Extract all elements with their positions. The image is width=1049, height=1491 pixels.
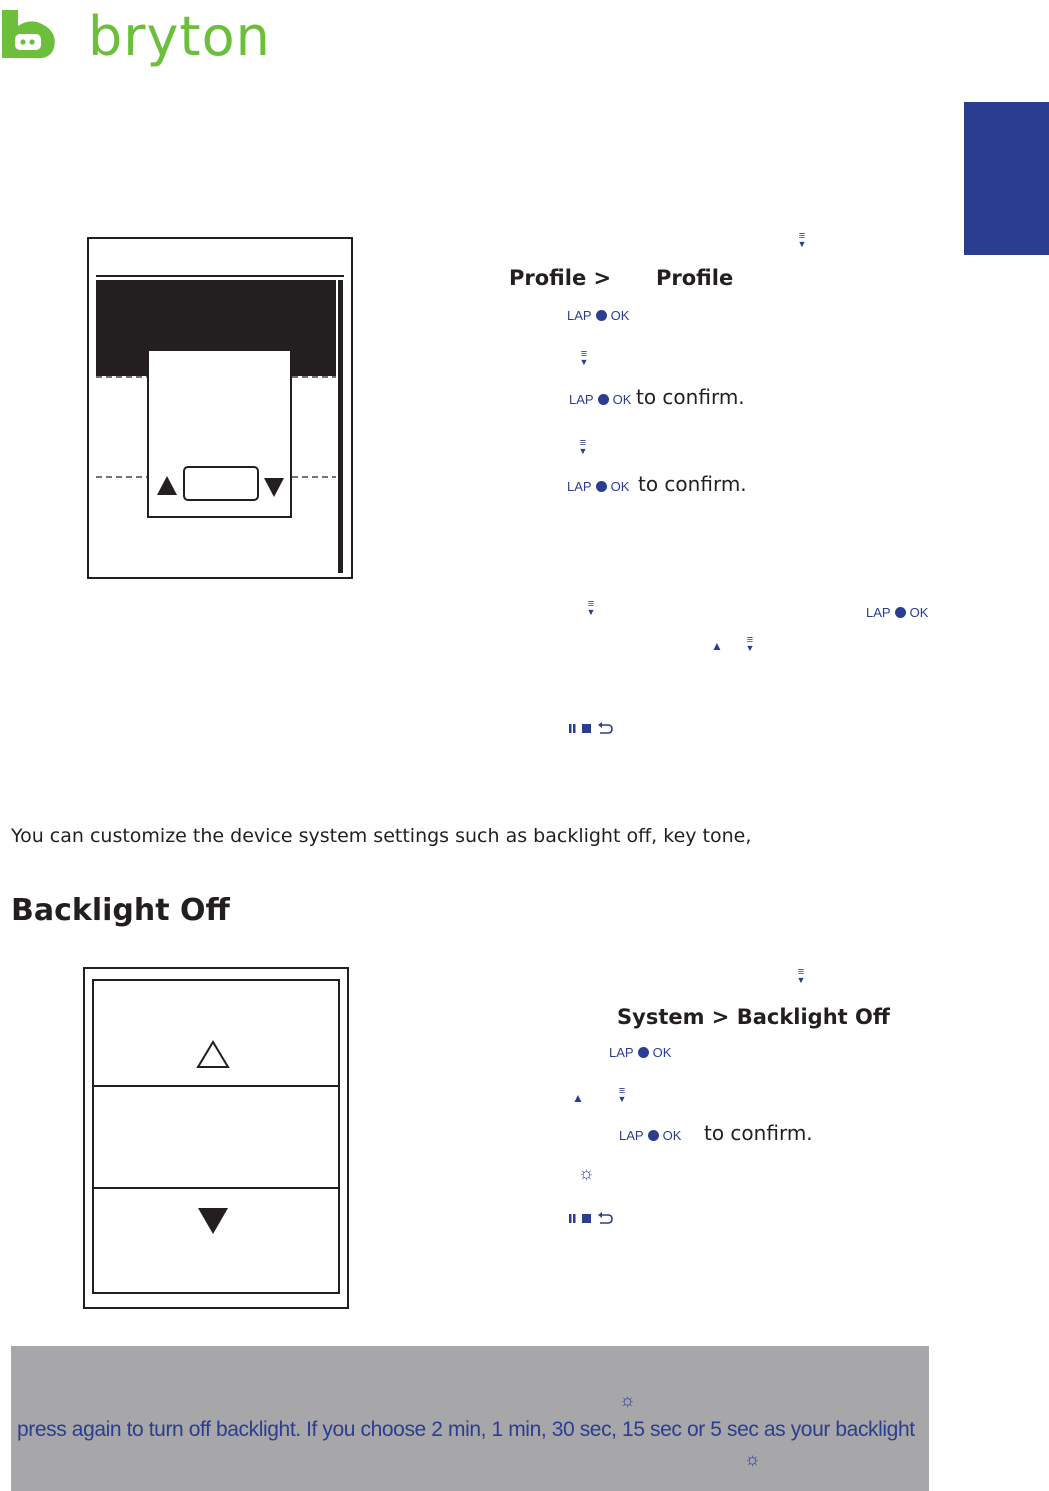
- menu-down-icon: ≡ ▼: [617, 1085, 627, 1104]
- note-text: press again to turn off backlight. If you choose 2 min, 1 min, 30 sec, 15 sec or 5 sec as your backlight: [17, 1418, 915, 1441]
- backlight-sun-icon: ☼: [578, 1163, 595, 1183]
- backlight-path: System > Backlight Off: [617, 1005, 890, 1029]
- profile-path-1: Profile >: [509, 266, 612, 290]
- confirm-text: to confirm.: [636, 385, 745, 409]
- confirm-text: to confirm.: [704, 1121, 813, 1145]
- lap-ok-button-icon: LAP OK: [567, 479, 630, 494]
- backlight-heading: Backlight Off: [11, 893, 230, 928]
- up-triangle-icon: ▲: [572, 1091, 584, 1105]
- backlight-sun-icon: ☼: [744, 1449, 761, 1469]
- menu-down-icon: ≡ ▼: [578, 437, 588, 456]
- bryton-logo-icon: [0, 8, 62, 60]
- menu-down-icon: ≡ ▼: [745, 634, 755, 653]
- menu-down-icon: ≡ ▼: [797, 230, 807, 249]
- system-intro-text: You can customize the device system settings such as backlight off, key tone,: [11, 825, 752, 847]
- menu-down-icon: ≡ ▼: [796, 966, 806, 985]
- backlight-sun-icon: ☼: [619, 1390, 636, 1410]
- bryton-logo: [0, 5, 280, 70]
- chapter-tab: [964, 102, 1049, 255]
- lap-ok-button-icon: LAP OK: [567, 308, 630, 323]
- lap-ok-button-icon: LAP OK: [569, 392, 632, 407]
- note-box: [11, 1346, 929, 1491]
- lap-ok-button-icon: LAP OK: [609, 1045, 672, 1060]
- pause-stop-back-icon: [568, 721, 614, 735]
- menu-down-icon: ≡ ▼: [586, 598, 596, 617]
- lap-ok-button-icon: LAP OK: [619, 1128, 682, 1143]
- lap-ok-button-icon: LAP OK: [866, 605, 929, 620]
- up-triangle-icon: ▲: [711, 639, 723, 653]
- pause-stop-back-icon: [568, 1211, 614, 1225]
- menu-down-icon: ≡ ▼: [579, 348, 589, 367]
- profile-path-2: Profile: [656, 266, 734, 290]
- brand-wordmark: bryton: [88, 5, 271, 68]
- device-screen-profile: [86, 236, 356, 582]
- confirm-text: to confirm.: [638, 472, 747, 496]
- device-screen-backlight: [82, 966, 352, 1312]
